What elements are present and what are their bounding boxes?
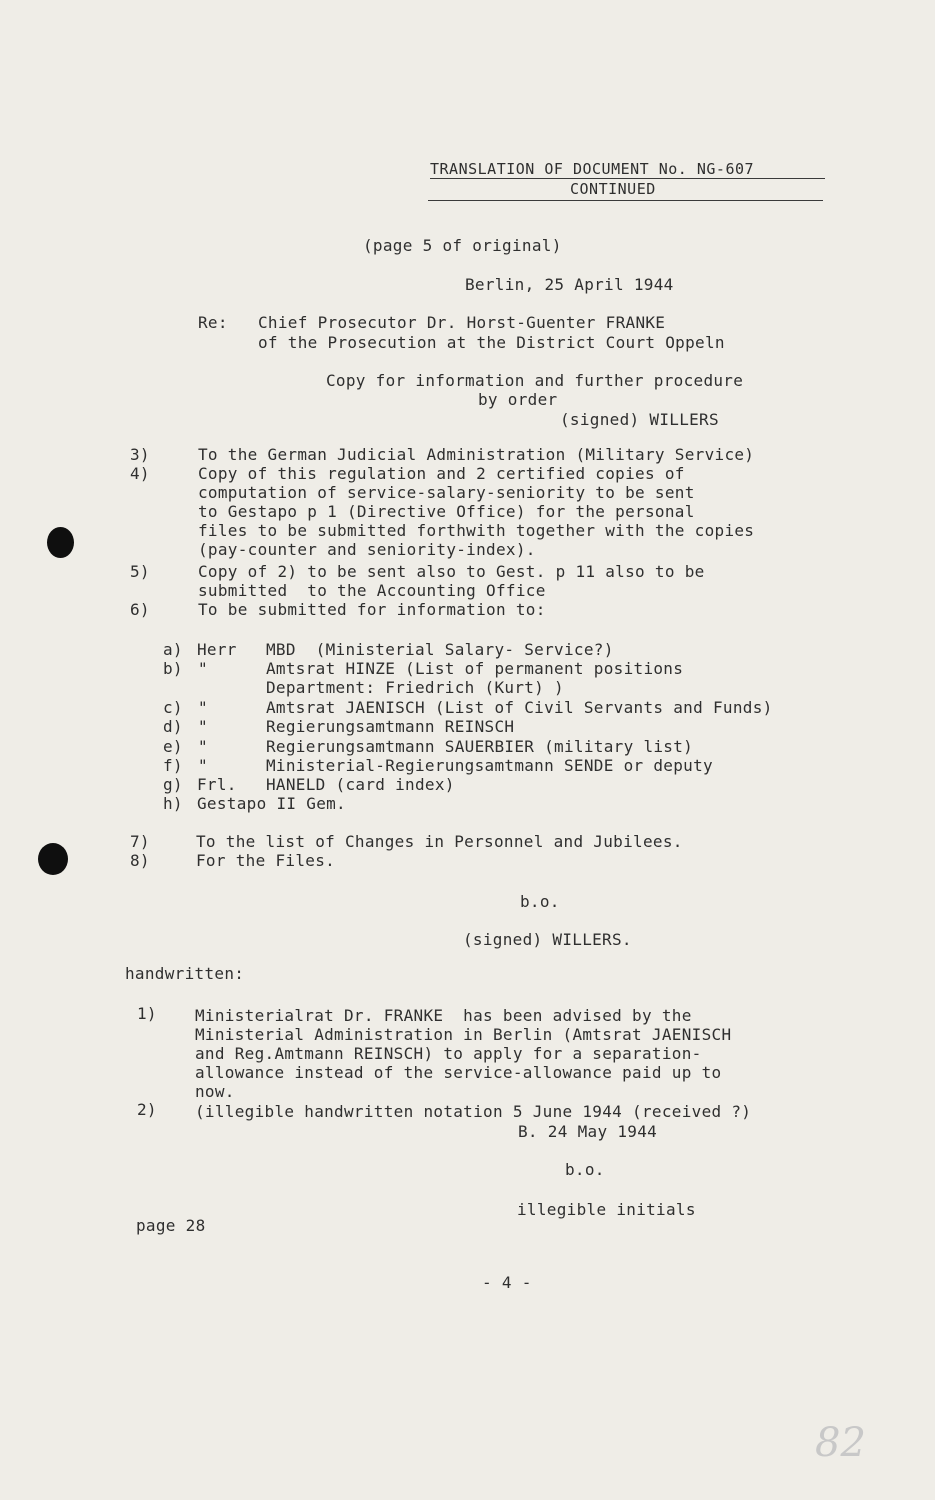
item-text: Copy of 2) to be sent also to Gest. p 11 also to be submitted to the Accounting Office [198, 562, 705, 600]
item-text: To the German Judicial Administration (Military Service) [198, 445, 755, 464]
item-text: To the list of Changes in Personnel and Jubilees. [196, 832, 683, 851]
hw-item-number: 2) [137, 1100, 157, 1119]
punch-hole [38, 843, 68, 875]
re-line-2: of the Prosecution at the District Court Oppeln [258, 333, 725, 352]
item-number: 7) [130, 832, 150, 851]
subitem-title: " [198, 756, 208, 775]
date-line: Berlin, 25 April 1944 [465, 275, 674, 294]
copy-signature: (signed) WILLERS [560, 410, 719, 429]
subitem-title: " [198, 717, 208, 736]
subitem-letter: b) [163, 659, 183, 678]
document-title: TRANSLATION OF DOCUMENT No. NG-607 [430, 160, 755, 178]
subitem-text: HANELD (card index) [266, 775, 455, 794]
pencil-folio-mark: 82 [815, 1420, 866, 1466]
subitem-letter: e) [163, 737, 183, 756]
subitem-text: MBD (Ministerial Salary- Service?) [266, 640, 614, 659]
subitem-title: " [198, 698, 208, 717]
closing-initials: illegible initials [517, 1200, 696, 1219]
subitem-title: Gestapo II Gem. [197, 794, 346, 813]
re-label: Re: [198, 313, 228, 332]
subitem-title: " [198, 659, 208, 678]
item-number: 4) [130, 464, 150, 483]
item-number: 3) [130, 445, 150, 464]
subitem-text: Regierungsamtmann SAUERBIER (military list) [266, 737, 694, 756]
subitem-title: " [198, 737, 208, 756]
item-number: 5) [130, 562, 150, 581]
title-underline [430, 178, 825, 179]
handwritten-label: handwritten: [125, 964, 245, 983]
closing-signature: (signed) WILLERS. [463, 930, 632, 949]
subitem-title: Herr [197, 640, 237, 659]
punch-hole [47, 527, 74, 558]
page-reference: page 28 [136, 1216, 206, 1235]
hw-item-number: 1) [137, 1004, 157, 1023]
copy-line-2: by order [478, 390, 558, 409]
item-number: 6) [130, 600, 150, 619]
item-text: For the Files. [196, 851, 336, 870]
subitem-letter: f) [163, 756, 183, 775]
subitem-letter: g) [163, 775, 183, 794]
re-line-1: Chief Prosecutor Dr. Horst-Guenter FRANKE [258, 313, 666, 332]
item-text: Copy of this regulation and 2 certified copies of computation of service-salary-seniority to be sent to Gestapo p 1 (Directive Office) for the personal files to be submitted forthwith together with the copies (pay-counter and seniority-index). [198, 464, 755, 559]
subitem-letter: d) [163, 717, 183, 736]
subitem-text: Amtsrat HINZE (List of permanent positions Department: Friedrich (Kurt) ) [266, 659, 684, 697]
copy-line-1: Copy for information and further procedure [326, 371, 744, 390]
closing-bo-2: b.o. [565, 1160, 605, 1179]
subitem-letter: h) [163, 794, 183, 813]
subitem-text: Regierungsamtmann REINSCH [266, 717, 515, 736]
hw-item-text: (illegible handwritten notation 5 June 1944 (received ?) [195, 1102, 752, 1121]
document-subtitle: CONTINUED [570, 180, 656, 198]
subitem-text: Amtsrat JAENISCH (List of Civil Servants and Funds) [266, 698, 773, 717]
subitem-letter: a) [163, 640, 183, 659]
item-text: To be submitted for information to: [198, 600, 546, 619]
page-note: (page 5 of original) [363, 236, 562, 255]
subitem-text: Ministerial-Regierungsamtmann SENDE or deputy [266, 756, 713, 775]
subtitle-underline [428, 200, 823, 201]
page-number: - 4 - [482, 1273, 532, 1292]
closing-bo: b.o. [520, 892, 560, 911]
subitem-title: Frl. [197, 775, 237, 794]
item-number: 8) [130, 851, 150, 870]
hw-date: B. 24 May 1944 [518, 1122, 658, 1141]
subitem-letter: c) [163, 698, 183, 717]
hw-item-text: Ministerialrat Dr. FRANKE has been advised by the Ministerial Administration in Berlin (Amtsrat JAENISCH and Reg.Amtmann REINSCH) to apply for a separation- allowance instead of the service-allowance paid up to now. [195, 1006, 732, 1101]
